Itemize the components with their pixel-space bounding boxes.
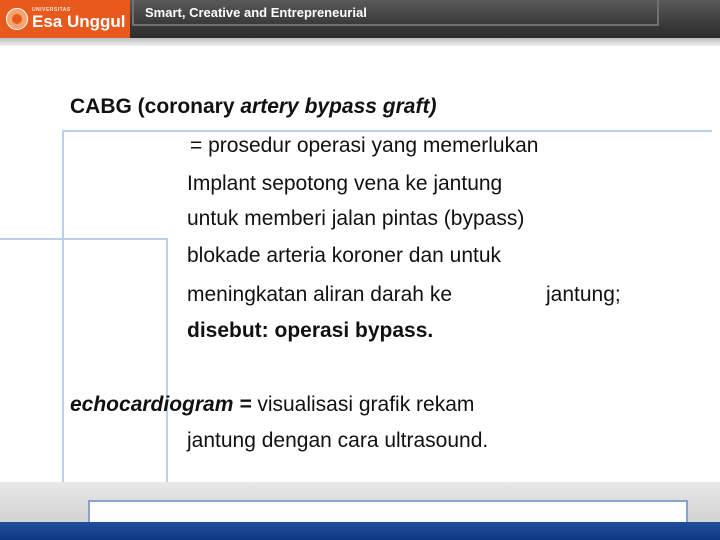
definition-line: untuk memberi jalan pintas (bypass) bbox=[187, 207, 525, 230]
definition-rest: visualisasi grafik rekam bbox=[251, 393, 475, 416]
tagline: Smart, Creative and Entrepreneurial bbox=[145, 5, 367, 20]
logo-small-text: UNIVERSITAS bbox=[32, 7, 71, 13]
definition-line: jantung; bbox=[546, 283, 621, 306]
term-part2: artery bypass graft) bbox=[240, 95, 437, 118]
definition-line-bold: disebut: operasi bypass. bbox=[187, 319, 434, 342]
definition-term-cabg bbox=[70, 96, 436, 117]
term-part1: CABG (coronary bbox=[70, 95, 241, 118]
logo-name: Esa Unggul bbox=[32, 12, 126, 31]
term-echocardiogram: echocardiogram = bbox=[70, 393, 252, 416]
definition-line: jantung dengan cara ultrasound. bbox=[187, 429, 489, 452]
definition-line: meningkatan aliran darah ke bbox=[187, 283, 453, 306]
definition-line: = prosedur operasi yang memerlukan bbox=[190, 134, 539, 157]
definition-line: blokade arteria koroner dan untuk bbox=[187, 244, 502, 267]
definition-line: Implant sepotong vena ke jantung bbox=[187, 172, 503, 195]
definition-term-echo bbox=[70, 394, 474, 415]
